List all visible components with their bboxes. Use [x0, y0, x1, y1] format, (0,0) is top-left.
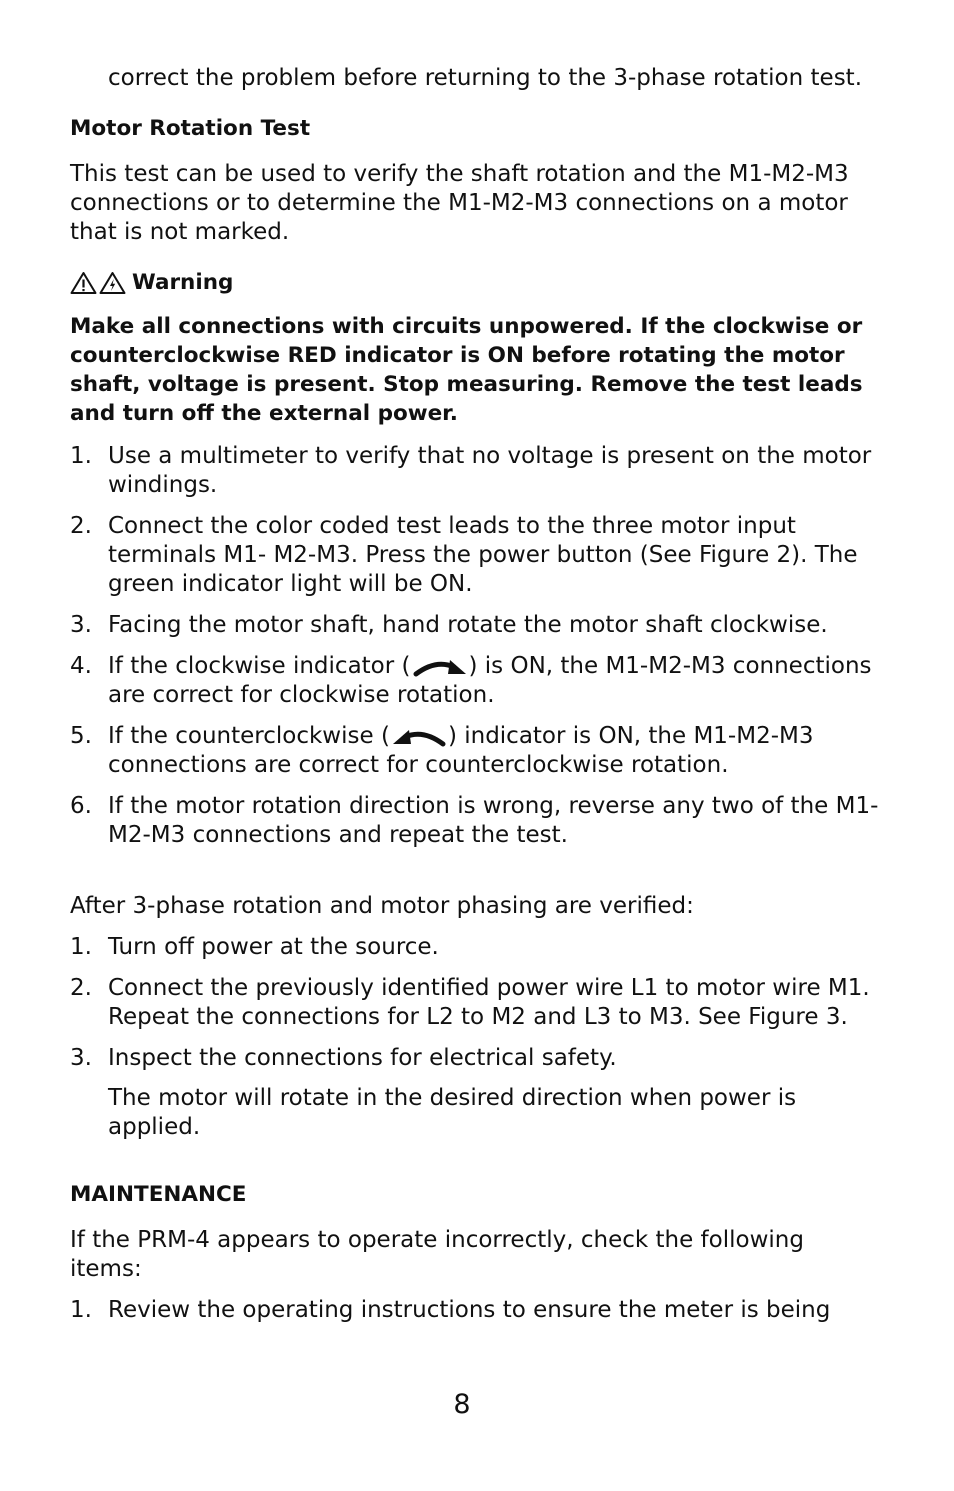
list-item	[70, 442, 882, 500]
motor-rotation-intro: This test can be used to verify the shaft rotation and the M1-M2-M3 connections or to determine the M1-M2-M3 connections on a motor that is not marked.	[70, 161, 849, 245]
list-item	[70, 611, 882, 640]
step-number: 4.	[70, 653, 92, 679]
step-number: 3.	[70, 1045, 92, 1071]
maintenance-intro: If the PRM-4 appears to operate incorrectly, check the following items:	[70, 1227, 804, 1282]
step-text	[108, 722, 882, 780]
step-text	[108, 652, 882, 710]
rotation-note: The motor will rotate in the desired direction when power is applied.	[108, 1085, 797, 1140]
step-text-after-icon: ) indicator is ON, the M1-M2-M3 connections are correct for counterclockwise rotation.	[108, 723, 814, 778]
page-number: 8	[453, 1389, 471, 1420]
warning-title: Warning	[132, 270, 234, 295]
step-text: Turn off power at the source.	[108, 934, 439, 960]
motor-rotation-steps	[70, 442, 882, 850]
step-text-before-icon: If the counterclockwise (	[108, 723, 390, 749]
step-text: Inspect the connections for electrical safety.	[108, 1045, 617, 1071]
list-item	[70, 512, 882, 599]
continuation-text: correct the problem before returning to the 3-phase rotation test.	[108, 65, 863, 91]
step-number: 5.	[70, 723, 92, 749]
step-text-after-icon: ) is ON, the M1-M2-M3 connections are correct for clockwise rotation.	[108, 653, 872, 708]
manual-page	[70, 64, 882, 1337]
warning-title-row	[70, 268, 882, 297]
list-item	[70, 974, 882, 1032]
step-number: 1.	[70, 443, 92, 469]
list-item	[70, 933, 882, 962]
step-text: Review the operating instructions to ensure the meter is being	[108, 1297, 831, 1323]
step-number: 1.	[70, 934, 92, 960]
after-verification-steps	[70, 933, 882, 1073]
step-number: 6.	[70, 793, 92, 819]
list-item	[70, 722, 882, 780]
step-number: 2.	[70, 975, 92, 1001]
list-item	[70, 792, 882, 850]
step-number: 1.	[70, 1297, 92, 1323]
counterclockwise-arrow-icon	[391, 727, 447, 747]
list-item	[70, 652, 882, 710]
clockwise-arrow-icon	[412, 657, 468, 677]
step-text: Use a multimeter to verify that no voltage is present on the motor windings.	[108, 443, 872, 498]
step-text: If the motor rotation direction is wrong, reverse any two of the M1-M2-M3 connections and repeat the test.	[108, 793, 879, 848]
list-item	[70, 1296, 882, 1325]
step-number: 2.	[70, 513, 92, 539]
warning-icons	[70, 271, 126, 295]
step-text-before-icon: If the clockwise indicator (	[108, 653, 411, 679]
maintenance-heading: MAINTENANCE	[70, 1182, 247, 1207]
step-text: Facing the motor shaft, hand rotate the motor shaft clockwise.	[108, 612, 828, 638]
step-text: Connect the color coded test leads to the three motor input terminals M1- M2-M3. Press the power button (See Figure 2). The green indicator light will be ON.	[108, 513, 858, 597]
step-number: 3.	[70, 612, 92, 638]
warning-text: Make all connections with circuits unpowered. If the clockwise or counterclockwise RED indicator is ON before rotating the motor shaft, voltage is present. Stop measuring. Remove the test leads and turn off the external power.	[70, 314, 863, 426]
caution-triangle-icon	[70, 271, 97, 295]
step-text: Connect the previously identified power wire L1 to motor wire M1. Repeat the connections for L2 to M2 and L3 to M3. See Figure 3.	[108, 975, 870, 1030]
motor-rotation-heading: Motor Rotation Test	[70, 116, 311, 141]
shock-hazard-icon	[99, 271, 126, 295]
after-verification-intro: After 3-phase rotation and motor phasing are verified:	[70, 893, 694, 919]
list-item	[70, 1044, 882, 1073]
maintenance-steps	[70, 1296, 882, 1325]
